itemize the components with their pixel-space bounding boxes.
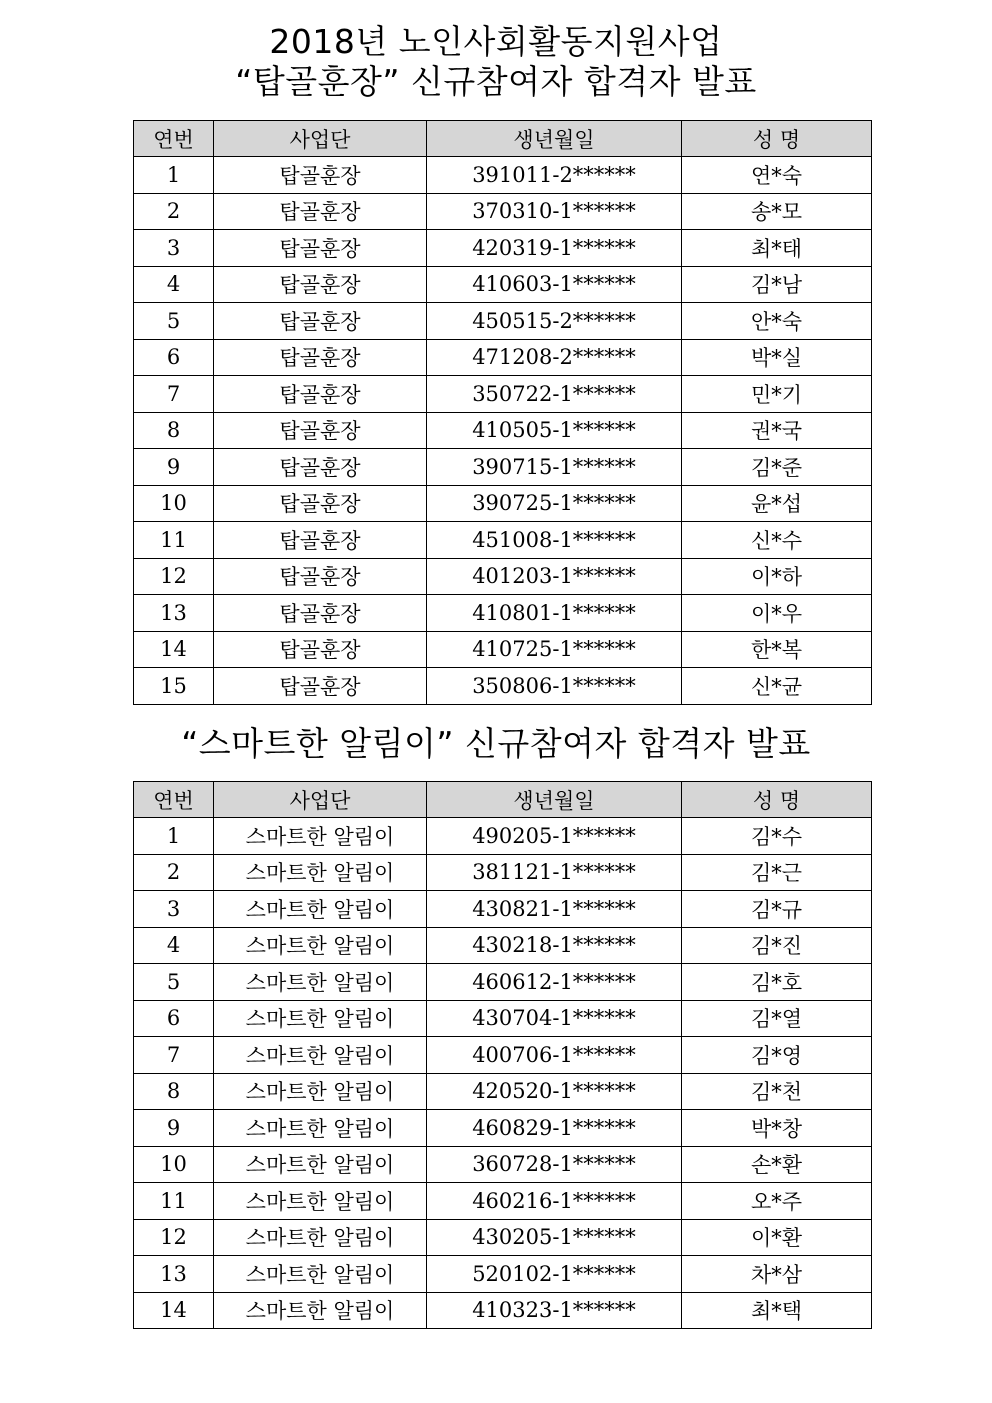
cell-program: 스마트한 알림이 [214, 1110, 427, 1147]
cell-program: 스마트한 알림이 [214, 1256, 427, 1293]
cell-number: 8 [134, 1073, 214, 1110]
col-header-birthdate: 생년월일 [427, 121, 682, 157]
cell-name: 윤*섭 [682, 485, 872, 522]
cell-name: 김*남 [682, 266, 872, 303]
cell-birthdate: 430704-1****** [427, 1000, 682, 1037]
cell-birthdate: 390715-1****** [427, 449, 682, 486]
cell-name: 박*창 [682, 1110, 872, 1147]
col-header-program: 사업단 [214, 121, 427, 157]
cell-birthdate: 381121-1****** [427, 854, 682, 891]
cell-program: 탑골훈장 [214, 485, 427, 522]
table-row [134, 303, 872, 340]
cell-number: 7 [134, 376, 214, 413]
cell-name: 김*호 [682, 964, 872, 1001]
cell-program: 탑골훈장 [214, 631, 427, 668]
cell-program: 탑골훈장 [214, 303, 427, 340]
col-header-number: 연번 [134, 121, 214, 157]
cell-number: 3 [134, 891, 214, 928]
cell-birthdate: 490205-1****** [427, 818, 682, 855]
cell-number: 9 [134, 449, 214, 486]
table-row [134, 376, 872, 413]
section1-title: “탑골훈장” 신규참여자 합격자 발표 [235, 62, 757, 101]
cell-birthdate: 390725-1****** [427, 485, 682, 522]
cell-number: 7 [134, 1037, 214, 1074]
col-header-number: 연번 [134, 782, 214, 818]
cell-program: 스마트한 알림이 [214, 1073, 427, 1110]
cell-program: 탑골훈장 [214, 595, 427, 632]
table-row [134, 1183, 872, 1220]
table-row [134, 1219, 872, 1256]
col-header-name: 성 명 [682, 782, 872, 818]
table-row [134, 668, 872, 705]
section2-title: “스마트한 알림이” 신규참여자 합격자 발표 [181, 724, 811, 763]
cell-birthdate: 520102-1****** [427, 1256, 682, 1293]
cell-program: 스마트한 알림이 [214, 964, 427, 1001]
cell-birthdate: 360728-1****** [427, 1146, 682, 1183]
table-row [134, 854, 872, 891]
table-row [134, 631, 872, 668]
cell-program: 스마트한 알림이 [214, 1292, 427, 1329]
table-row [134, 412, 872, 449]
cell-program: 스마트한 알림이 [214, 1219, 427, 1256]
cell-number: 6 [134, 339, 214, 376]
table-row [134, 1000, 872, 1037]
cell-name: 최*태 [682, 230, 872, 267]
cell-number: 12 [134, 558, 214, 595]
cell-program: 탑골훈장 [214, 157, 427, 194]
cell-name: 박*실 [682, 339, 872, 376]
cell-number: 15 [134, 668, 214, 705]
table-row [134, 1037, 872, 1074]
table-row [134, 193, 872, 230]
table-row [134, 1073, 872, 1110]
col-header-birthdate: 생년월일 [427, 782, 682, 818]
cell-number: 14 [134, 631, 214, 668]
cell-program: 탑골훈장 [214, 558, 427, 595]
roster-table-smart-notifier [133, 781, 872, 1329]
cell-name: 신*수 [682, 522, 872, 559]
cell-birthdate: 430205-1****** [427, 1219, 682, 1256]
cell-program: 탑골훈장 [214, 449, 427, 486]
cell-birthdate: 350806-1****** [427, 668, 682, 705]
cell-birthdate: 460829-1****** [427, 1110, 682, 1147]
cell-number: 1 [134, 818, 214, 855]
cell-number: 14 [134, 1292, 214, 1329]
cell-name: 김*준 [682, 449, 872, 486]
cell-number: 11 [134, 1183, 214, 1220]
cell-program: 스마트한 알림이 [214, 1000, 427, 1037]
cell-program: 스마트한 알림이 [214, 818, 427, 855]
cell-birthdate: 451008-1****** [427, 522, 682, 559]
cell-birthdate: 430218-1****** [427, 927, 682, 964]
cell-name: 안*숙 [682, 303, 872, 340]
table-row [134, 1110, 872, 1147]
cell-program: 스마트한 알림이 [214, 1183, 427, 1220]
cell-number: 13 [134, 595, 214, 632]
cell-birthdate: 410725-1****** [427, 631, 682, 668]
cell-birthdate: 410505-1****** [427, 412, 682, 449]
cell-number: 11 [134, 522, 214, 559]
cell-name: 이*하 [682, 558, 872, 595]
cell-number: 10 [134, 485, 214, 522]
cell-name: 신*균 [682, 668, 872, 705]
cell-birthdate: 460612-1****** [427, 964, 682, 1001]
cell-name: 송*모 [682, 193, 872, 230]
cell-name: 민*기 [682, 376, 872, 413]
cell-program: 탑골훈장 [214, 339, 427, 376]
cell-birthdate: 350722-1****** [427, 376, 682, 413]
cell-name: 이*환 [682, 1219, 872, 1256]
cell-name: 김*수 [682, 818, 872, 855]
cell-name: 김*진 [682, 927, 872, 964]
cell-name: 이*우 [682, 595, 872, 632]
cell-name: 한*복 [682, 631, 872, 668]
cell-birthdate: 420319-1****** [427, 230, 682, 267]
cell-birthdate: 370310-1****** [427, 193, 682, 230]
table-row [134, 1146, 872, 1183]
cell-name: 김*천 [682, 1073, 872, 1110]
table-row [134, 891, 872, 928]
roster-table-tapgol [133, 120, 872, 705]
cell-name: 손*환 [682, 1146, 872, 1183]
cell-number: 2 [134, 193, 214, 230]
table-row [134, 964, 872, 1001]
cell-birthdate: 450515-2****** [427, 303, 682, 340]
cell-birthdate: 460216-1****** [427, 1183, 682, 1220]
table-row [134, 595, 872, 632]
cell-birthdate: 391011-2****** [427, 157, 682, 194]
cell-number: 4 [134, 266, 214, 303]
cell-birthdate: 420520-1****** [427, 1073, 682, 1110]
cell-name: 권*국 [682, 412, 872, 449]
table-header-row [134, 121, 872, 157]
cell-number: 6 [134, 1000, 214, 1037]
col-header-program: 사업단 [214, 782, 427, 818]
cell-name: 최*택 [682, 1292, 872, 1329]
cell-number: 13 [134, 1256, 214, 1293]
document-title: 2018년 노인사회활동지원사업 [269, 22, 723, 61]
cell-number: 9 [134, 1110, 214, 1147]
cell-program: 탑골훈장 [214, 266, 427, 303]
table-row [134, 339, 872, 376]
cell-number: 1 [134, 157, 214, 194]
cell-program: 스마트한 알림이 [214, 1037, 427, 1074]
table-header-row [134, 782, 872, 818]
cell-birthdate: 410323-1****** [427, 1292, 682, 1329]
cell-name: 차*삼 [682, 1256, 872, 1293]
cell-program: 탑골훈장 [214, 412, 427, 449]
table-row [134, 449, 872, 486]
cell-program: 탑골훈장 [214, 668, 427, 705]
cell-number: 5 [134, 303, 214, 340]
cell-name: 김*규 [682, 891, 872, 928]
table-row [134, 1292, 872, 1329]
cell-birthdate: 400706-1****** [427, 1037, 682, 1074]
cell-number: 4 [134, 927, 214, 964]
cell-name: 김*영 [682, 1037, 872, 1074]
cell-number: 2 [134, 854, 214, 891]
cell-program: 탑골훈장 [214, 522, 427, 559]
cell-birthdate: 430821-1****** [427, 891, 682, 928]
cell-program: 스마트한 알림이 [214, 1146, 427, 1183]
cell-number: 10 [134, 1146, 214, 1183]
cell-program: 탑골훈장 [214, 230, 427, 267]
table-row [134, 927, 872, 964]
table-row [134, 558, 872, 595]
cell-birthdate: 410603-1****** [427, 266, 682, 303]
table-row [134, 818, 872, 855]
table-row [134, 266, 872, 303]
cell-name: 김*열 [682, 1000, 872, 1037]
cell-name: 연*숙 [682, 157, 872, 194]
table-row [134, 157, 872, 194]
cell-program: 스마트한 알림이 [214, 927, 427, 964]
cell-number: 8 [134, 412, 214, 449]
cell-program: 탑골훈장 [214, 193, 427, 230]
cell-program: 탑골훈장 [214, 376, 427, 413]
cell-name: 오*주 [682, 1183, 872, 1220]
table-row [134, 230, 872, 267]
cell-birthdate: 401203-1****** [427, 558, 682, 595]
cell-birthdate: 471208-2****** [427, 339, 682, 376]
cell-number: 5 [134, 964, 214, 1001]
cell-program: 스마트한 알림이 [214, 854, 427, 891]
table-row [134, 1256, 872, 1293]
cell-number: 3 [134, 230, 214, 267]
table-row [134, 522, 872, 559]
table-row [134, 485, 872, 522]
cell-birthdate: 410801-1****** [427, 595, 682, 632]
cell-name: 김*근 [682, 854, 872, 891]
cell-program: 스마트한 알림이 [214, 891, 427, 928]
col-header-name: 성 명 [682, 121, 872, 157]
cell-number: 12 [134, 1219, 214, 1256]
